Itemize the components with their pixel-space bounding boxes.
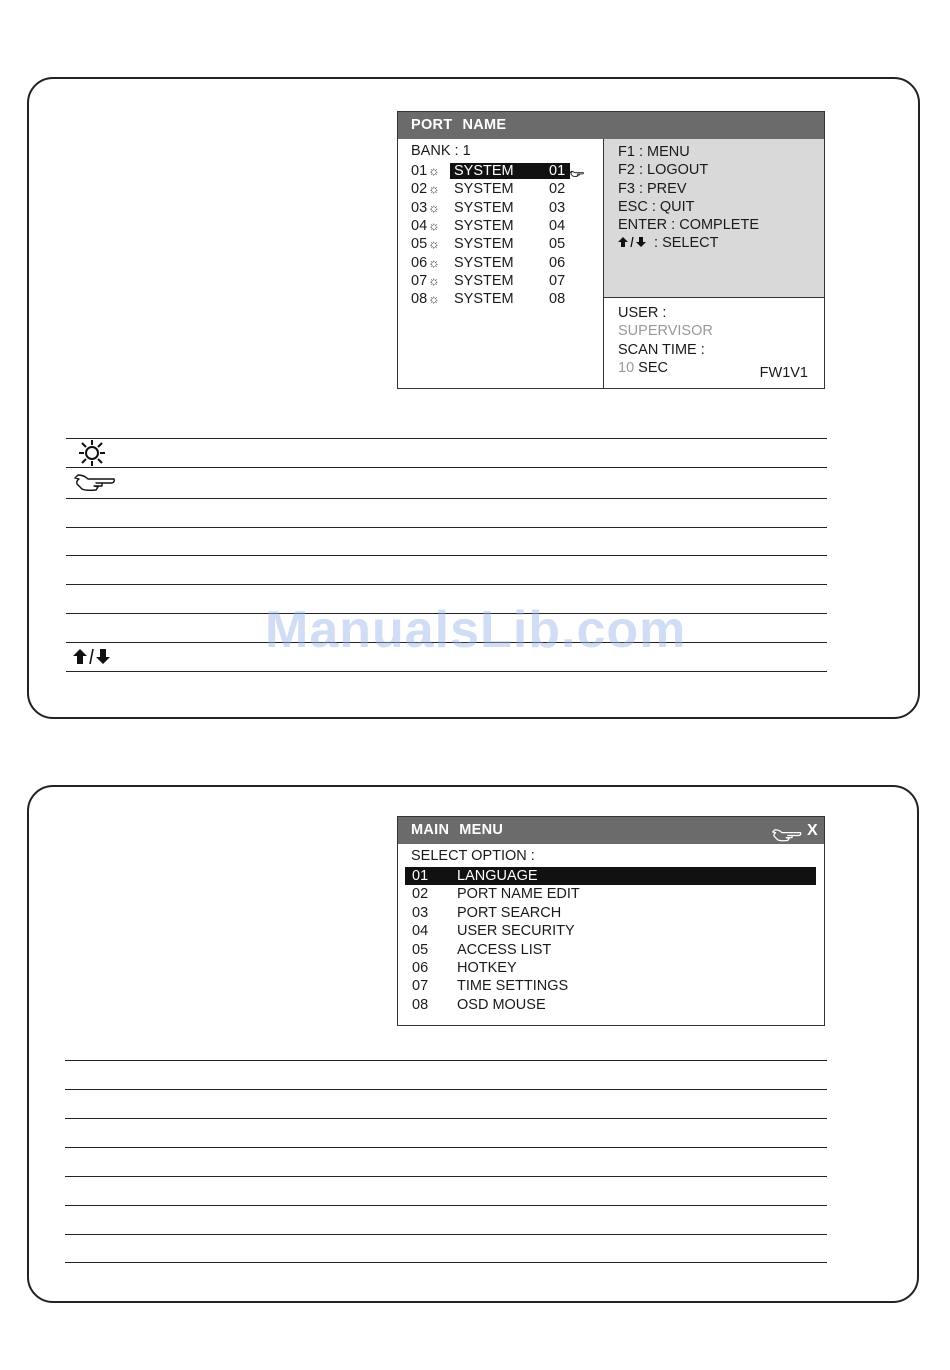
menu-item[interactable]: [405, 977, 816, 995]
legend-rule: [66, 671, 827, 672]
menu-item-label: PORT SEARCH: [457, 904, 562, 921]
legend-rule: [65, 1089, 827, 1090]
legend-rule: [65, 1262, 827, 1263]
osd-title-bar: [398, 817, 824, 844]
port-row-number: 05: [411, 236, 428, 253]
scan-time-label: SCAN TIME :: [618, 341, 705, 358]
port-row-port: 08: [549, 291, 566, 308]
menu-item-label: USER SECURITY: [457, 923, 575, 940]
port-row-port: 05: [549, 236, 566, 253]
port-row[interactable]: [411, 162, 601, 180]
port-row[interactable]: [411, 180, 601, 198]
port-row-number: 04: [411, 217, 428, 234]
legend-rule: [66, 555, 827, 556]
key-f1-menu: F1 : MENU: [618, 144, 690, 160]
scan-time-number: 10: [618, 359, 635, 376]
menu-item-number: 05: [412, 941, 429, 958]
port-row[interactable]: [411, 235, 601, 253]
key-select-label: : SELECT: [654, 235, 719, 252]
key-f2-logout: F2 : LOGOUT: [618, 162, 709, 179]
pointing-hand-icon: [772, 825, 802, 852]
legend-rule: [65, 1205, 827, 1206]
legend-rule: [66, 498, 827, 499]
port-row-number: 07: [411, 272, 428, 289]
sun-icon: ☼: [428, 272, 440, 288]
port-row-port: 01: [549, 163, 566, 179]
legend-rule: [66, 584, 827, 585]
close-button[interactable]: X: [807, 822, 818, 839]
osd-title-word2: NAME: [462, 117, 507, 133]
bank-label: BANK : 1: [411, 143, 471, 159]
port-row-number: 06: [411, 254, 428, 271]
up-down-arrows-icon: [618, 235, 654, 251]
legend-rule: [65, 1118, 827, 1119]
port-row-name: SYSTEM: [454, 217, 514, 234]
osd-title-bar: [398, 112, 824, 139]
port-list-pane: [398, 139, 603, 388]
port-row-number: 01: [411, 163, 428, 179]
menu-item-label: ACCESS LIST: [457, 941, 552, 958]
sun-icon: ☼: [428, 163, 440, 178]
user-label: USER :: [618, 305, 667, 321]
key-f3-prev: F3 : PREV: [618, 180, 687, 197]
menu-item-label: PORT NAME EDIT: [457, 886, 580, 903]
legend-rule: [65, 1176, 827, 1177]
legend-rule: [66, 438, 827, 439]
up-down-arrows-legend-icon: [72, 648, 112, 669]
sun-icon: ☼: [428, 291, 440, 307]
select-option-label: SELECT OPTION :: [411, 848, 535, 864]
sun-icon: [78, 440, 106, 470]
port-row[interactable]: [411, 272, 601, 290]
menu-item-number: 06: [412, 960, 429, 976]
menu-item-number: 07: [412, 978, 429, 995]
sun-icon: ☼: [428, 254, 440, 270]
osd-title-word1: PORT: [411, 117, 453, 133]
menu-item-label: HOTKEY: [457, 960, 517, 976]
key-enter-complete: ENTER : COMPLETE: [618, 217, 759, 234]
sun-icon: ☼: [428, 217, 440, 233]
port-row[interactable]: [411, 217, 601, 235]
port-row-port: 02: [549, 181, 566, 198]
osd-title-word2: MENU: [459, 822, 504, 838]
info-pane: [603, 139, 824, 388]
osd-title-word1: MAIN: [411, 822, 450, 838]
hotkey-help-panel: [604, 139, 824, 298]
pointing-hand-icon: [74, 474, 116, 496]
status-panel: [604, 300, 824, 388]
menu-item-number: 08: [412, 996, 429, 1013]
menu-item-label: OSD MOUSE: [457, 996, 546, 1013]
menu-item[interactable]: [405, 867, 816, 885]
key-select: [618, 234, 824, 252]
port-name-osd-window: [397, 111, 825, 389]
port-row-port: 04: [549, 217, 566, 234]
legend-rule: [66, 527, 827, 528]
port-row-name: SYSTEM: [454, 272, 514, 289]
menu-item-number: 02: [412, 886, 429, 903]
menu-item[interactable]: [405, 941, 816, 959]
port-row-name: SYSTEM: [454, 254, 514, 271]
watermark: ManualsLib.com: [265, 601, 687, 659]
menu-item-label: LANGUAGE: [457, 868, 538, 884]
menu-item-number: 01: [412, 868, 429, 884]
menu-item[interactable]: [405, 885, 816, 903]
menu-item-number: 04: [412, 923, 429, 940]
port-row-name: SYSTEM: [454, 291, 514, 308]
user-value: SUPERVISOR: [618, 323, 713, 340]
port-row-number: 02: [411, 181, 428, 198]
port-row-port: 07: [549, 272, 566, 289]
port-row-number: 03: [411, 199, 428, 216]
sun-icon: ☼: [428, 181, 440, 197]
port-row-port: 03: [549, 199, 566, 216]
port-row-name: SYSTEM: [454, 236, 514, 253]
menu-item[interactable]: [405, 922, 816, 940]
main-menu-osd-window: [397, 816, 825, 1026]
port-row-number: 08: [411, 291, 428, 308]
menu-item[interactable]: [405, 904, 816, 922]
scan-time-unit: SEC: [638, 359, 668, 376]
port-row[interactable]: [411, 254, 601, 272]
legend-rule: [65, 1234, 827, 1235]
legend-rule: [65, 1147, 827, 1148]
legend-rule: [65, 1060, 827, 1061]
menu-item-number: 03: [412, 904, 429, 921]
sun-icon: ☼: [428, 236, 440, 252]
menu-item-label: TIME SETTINGS: [457, 978, 569, 995]
port-row-name: SYSTEM: [454, 199, 514, 216]
sun-icon: ☼: [428, 199, 440, 215]
port-row-name: SYSTEM: [454, 163, 514, 179]
port-row[interactable]: [411, 199, 601, 217]
port-row[interactable]: [411, 290, 601, 308]
menu-item[interactable]: [405, 996, 816, 1014]
port-row-name: SYSTEM: [454, 181, 514, 198]
port-row-port: 06: [549, 254, 566, 271]
legend-rule: [66, 467, 827, 468]
firmware-version: FW1V1: [759, 364, 808, 381]
menu-item[interactable]: [405, 959, 816, 977]
key-esc-quit: ESC : QUIT: [618, 198, 695, 215]
